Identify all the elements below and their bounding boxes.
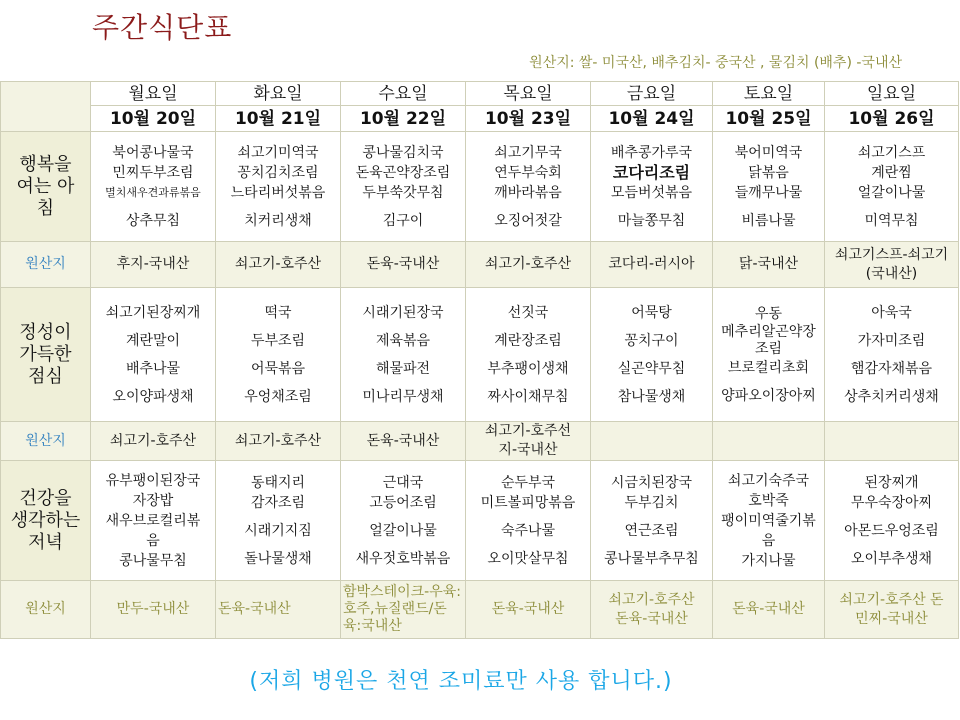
origin-value: 함박스테이크-우육:호주,뉴질랜드/돈육:국내산 <box>341 581 466 639</box>
menu-item: 연근조림 <box>624 522 679 539</box>
origin-value: 쇠고기-호주산 <box>216 242 341 288</box>
menu-item: 멸치새우견과류볶음 <box>105 185 201 199</box>
origin-value: 돈육-국내산 <box>341 422 466 461</box>
menu-item: 두부쑥갓무침 <box>362 184 444 201</box>
menu-item: 두부김치 <box>624 494 679 511</box>
menu-item: 오이맛살무침 <box>487 550 569 567</box>
menu-item: 우동 <box>754 305 783 322</box>
menu-item: 된장찌개 <box>864 474 919 491</box>
menu-item: 느타리버섯볶음 <box>230 184 326 201</box>
breakfast-menu-cell <box>216 132 341 242</box>
menu-item: 얼갈이나물 <box>857 184 926 201</box>
menu-item: 쇠고기숙주국 <box>727 472 810 489</box>
menu-item: 시래기된장국 <box>362 304 444 321</box>
origin-value: 돈육-국내산 <box>713 581 825 639</box>
breakfast-menu-cell <box>91 132 216 242</box>
menu-item: 계란찜 <box>871 164 912 181</box>
menu-item: 시금치된장국 <box>610 474 693 491</box>
menu-item: 팽이미역줄기볶음 <box>721 512 816 549</box>
menu-item: 얼갈이나물 <box>369 522 437 539</box>
corner-cell <box>1 82 91 132</box>
menu-item: 배추나물 <box>125 360 181 377</box>
dinner-menu-cell <box>713 461 825 581</box>
origin-value <box>825 422 959 461</box>
menu-item: 북어미역국 <box>734 144 803 161</box>
menu-item: 실곤약무침 <box>617 360 686 377</box>
menu-item: 계란말이 <box>125 332 181 349</box>
menu-item: 제육볶음 <box>375 332 431 349</box>
menu-item: 민찌두부조림 <box>112 164 194 181</box>
menu-item: 들깨무나물 <box>734 184 803 201</box>
lunch-menu-cell <box>591 288 713 422</box>
day-name: 금요일 <box>591 82 713 106</box>
day-date: 10월 22일 <box>341 106 466 132</box>
dinner-menu-cell <box>91 461 216 581</box>
breakfast-menu-cell <box>341 132 466 242</box>
breakfast-menu-cell <box>591 132 713 242</box>
menu-item: 가자미조림 <box>857 332 926 349</box>
lunch-menu-cell <box>466 288 591 422</box>
menu-item: 콩나물부추무침 <box>604 550 699 567</box>
dinner-origin-label: 원산지 <box>1 581 91 639</box>
menu-item: 돈육곤약장조림 <box>355 164 451 181</box>
dinner-menu-cell <box>216 461 341 581</box>
day-name: 목요일 <box>466 82 591 106</box>
origin-value: 돈육-국내산 <box>216 581 341 639</box>
breakfast-menu-cell <box>466 132 591 242</box>
day-date: 10월 25일 <box>713 106 825 132</box>
menu-item: 양파오이장아찌 <box>721 387 816 404</box>
day-name: 일요일 <box>825 82 959 106</box>
menu-item: 콩나물김치국 <box>362 144 444 161</box>
origin-value <box>713 422 825 461</box>
menu-item: 쇠고기된장찌개 <box>105 304 201 321</box>
menu-item: 시래기지짐 <box>244 522 312 539</box>
lunch-menu-cell <box>216 288 341 422</box>
menu-item: 미트볼피망볶음 <box>480 494 576 511</box>
day-date: 10월 26일 <box>825 106 959 132</box>
origin-value: 돈육-국내산 <box>341 242 466 288</box>
day-date: 10월 24일 <box>591 106 713 132</box>
lunch-menu-cell <box>91 288 216 422</box>
menu-item: 아욱국 <box>871 304 912 321</box>
breakfast-menu-cell <box>713 132 825 242</box>
menu-item: 오이양파생채 <box>112 388 194 405</box>
origin-value: 쇠고기-호주산 <box>91 422 216 461</box>
menu-item: 숙주나물 <box>500 522 556 539</box>
day-name: 토요일 <box>713 82 825 106</box>
origin-value: 닭-국내산 <box>713 242 825 288</box>
menu-item: 유부팽이된장국 <box>105 472 201 489</box>
menu-item: 근대국 <box>382 474 424 491</box>
day-name: 수요일 <box>341 82 466 106</box>
menu-item: 코다리조림 <box>612 162 691 182</box>
origin-value: 쇠고기-호주산 <box>466 242 591 288</box>
menu-item: 연두부숙회 <box>494 164 562 181</box>
menu-item: 어묵탕 <box>631 304 672 321</box>
weekly-menu-table <box>0 81 959 639</box>
dinner-label: 건강을 생각하는 저녁 <box>1 461 91 581</box>
origin-value: 쇠고기스프-쇠고기(국내산) <box>825 242 959 288</box>
menu-item: 치커리생채 <box>244 212 312 229</box>
menu-item: 떡국 <box>264 304 292 321</box>
menu-item: 콩나물무침 <box>119 552 187 569</box>
menu-item: 새우젓호박볶음 <box>355 550 451 567</box>
dinner-menu-cell <box>341 461 466 581</box>
origin-value: 쇠고기-호주산 <box>216 422 341 461</box>
menu-item: 가지나물 <box>741 552 796 569</box>
menu-item: 동태지리 <box>250 474 306 491</box>
menu-item: 마늘쫑무침 <box>617 212 686 229</box>
footer-note: (저희 병원은 천연 조미료만 사용 합니다.) <box>249 669 673 694</box>
breakfast-menu-cell <box>825 132 959 242</box>
menu-item: 계란장조림 <box>494 332 562 349</box>
menu-item: 쇠고기미역국 <box>237 144 319 161</box>
menu-item: 새우브로컬리볶음 <box>105 512 201 549</box>
lunch-origin-label: 원산지 <box>1 422 91 461</box>
menu-item: 상추무침 <box>125 212 181 229</box>
lunch-menu-cell <box>825 288 959 422</box>
menu-item: 김구이 <box>382 212 424 229</box>
menu-item: 감자조림 <box>250 494 306 511</box>
origin-value: 쇠고기-호주산 돈민찌-국내산 <box>825 581 959 639</box>
menu-item: 해물파전 <box>375 360 431 377</box>
origin-value: 만두-국내산 <box>91 581 216 639</box>
dinner-menu-cell <box>466 461 591 581</box>
menu-item: 메추리알곤약장조림 <box>721 323 816 357</box>
origin-value: 코다리-러시아 <box>591 242 713 288</box>
menu-item: 참나물생채 <box>617 388 686 405</box>
menu-item: 고등어조림 <box>369 494 437 511</box>
dinner-menu-cell <box>825 461 959 581</box>
menu-item: 북어콩나물국 <box>112 144 194 161</box>
menu-item: 어묵볶음 <box>250 360 306 377</box>
day-name: 월요일 <box>91 82 216 106</box>
menu-item: 쇠고기스프 <box>857 144 926 161</box>
menu-item: 상추치커리생채 <box>844 388 939 405</box>
menu-item: 깨바라볶음 <box>494 184 562 201</box>
menu-item: 꽁치김치조림 <box>237 164 319 181</box>
day-date: 10월 20일 <box>91 106 216 132</box>
menu-item: 브로컬리초회 <box>727 359 810 376</box>
menu-item: 아몬드우엉조림 <box>844 522 939 539</box>
menu-item: 선짓국 <box>507 304 549 321</box>
page-title: 주간식단표 <box>92 11 233 44</box>
menu-item: 미나리무생채 <box>362 388 444 405</box>
menu-item: 꽁치구이 <box>624 332 679 349</box>
menu-item: 무우숙장아찌 <box>850 494 933 511</box>
dinner-menu-cell <box>591 461 713 581</box>
menu-item: 부추팽이생채 <box>487 360 569 377</box>
breakfast-origin-label: 원산지 <box>1 242 91 288</box>
origin-note: 원산지: 쌀- 미국산, 배추김치- 중국산 , 물김치 (배추) -국내산 <box>529 55 902 71</box>
menu-item: 닭볶음 <box>748 164 789 181</box>
origin-value: 쇠고기-호주선지-국내산 <box>466 422 591 461</box>
menu-item: 미역무침 <box>864 212 919 229</box>
origin-value <box>591 422 713 461</box>
menu-item: 오이부추생채 <box>850 550 933 567</box>
day-date: 10월 21일 <box>216 106 341 132</box>
menu-item: 오징어젓갈 <box>494 212 562 229</box>
menu-item: 배추콩가루국 <box>610 144 693 161</box>
menu-item: 짜사이채무침 <box>487 388 569 405</box>
menu-item: 돌나물생채 <box>244 550 312 567</box>
origin-value: 돈육-국내산 <box>466 581 591 639</box>
day-date: 10월 23일 <box>466 106 591 132</box>
menu-item: 두부조림 <box>250 332 306 349</box>
breakfast-label: 행복을 여는 아침 <box>1 132 91 242</box>
lunch-label: 정성이 가득한 점심 <box>1 288 91 422</box>
menu-item: 순두부국 <box>500 474 556 491</box>
menu-item: 쇠고기무국 <box>494 144 562 161</box>
menu-item: 자장밥 <box>132 492 174 509</box>
menu-item: 호박죽 <box>748 492 789 509</box>
menu-item: 비름나물 <box>741 212 796 229</box>
menu-item: 우엉채조림 <box>244 388 312 405</box>
lunch-menu-cell <box>713 288 825 422</box>
origin-value: 후지-국내산 <box>91 242 216 288</box>
menu-item: 햄감자채볶음 <box>850 360 933 377</box>
lunch-menu-cell <box>341 288 466 422</box>
origin-value: 쇠고기-호주산 돈육-국내산 <box>591 581 713 639</box>
day-name: 화요일 <box>216 82 341 106</box>
menu-item: 모듬버섯볶음 <box>610 184 693 201</box>
